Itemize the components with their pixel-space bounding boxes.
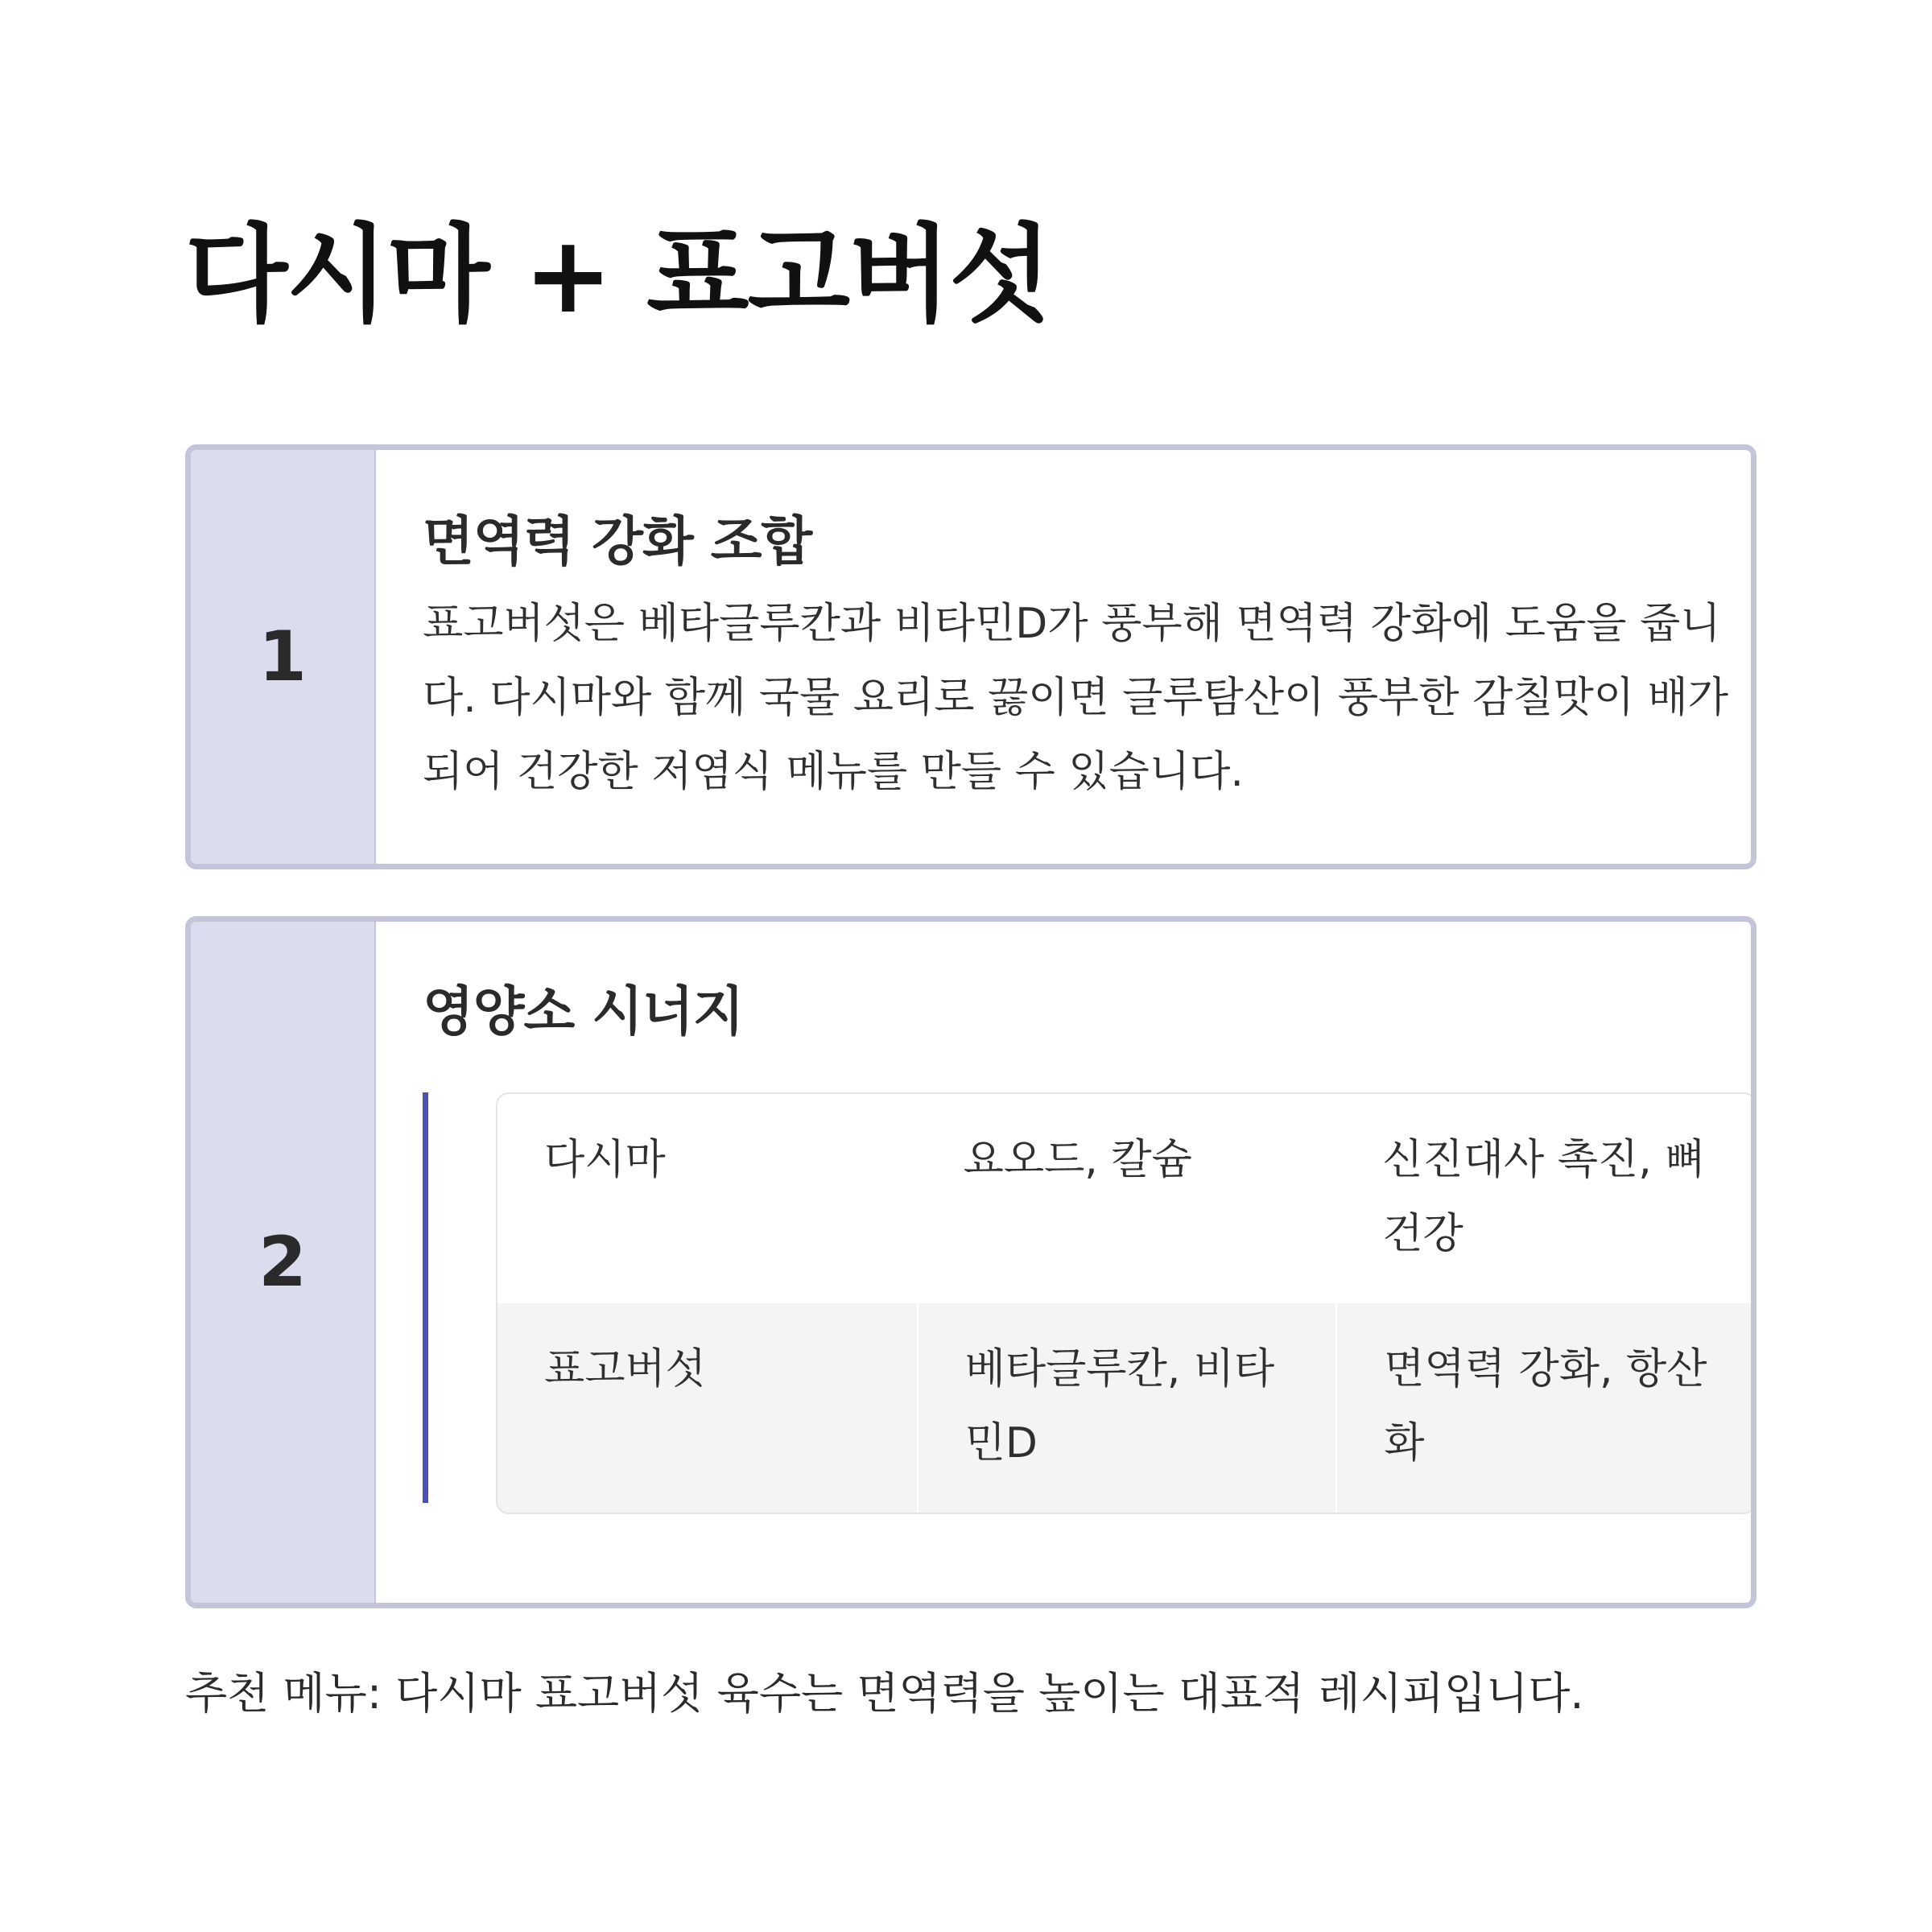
card-heading: 영양소 시너지	[423, 980, 744, 1042]
footer-note: 추천 메뉴: 다시마 표고버섯 육수는 면역력을 높이는 대표적 레시피입니다.	[185, 1668, 1584, 1719]
blockquote	[423, 1092, 1751, 1503]
table-cell: 면역력 강화, 항산화	[1335, 1303, 1755, 1513]
card-number: 1	[258, 617, 307, 697]
card-number-column	[191, 450, 376, 864]
table-cell: 다시마	[497, 1094, 917, 1303]
table-cell: 요오드, 칼슘	[917, 1094, 1336, 1303]
table-cell: 베타글루칸, 비타민D	[917, 1303, 1336, 1513]
table-cell: 표고버섯	[497, 1303, 917, 1513]
card-immune-combo	[185, 444, 1757, 869]
card-content	[376, 450, 1751, 864]
card-number-column	[191, 922, 376, 1603]
card-heading: 면역력 강화 조합	[423, 510, 812, 572]
card-nutrient-synergy	[185, 916, 1757, 1608]
table-row	[497, 1303, 1755, 1513]
page-title: 다시마 + 표고버섯	[185, 213, 1051, 337]
table-row	[497, 1094, 1755, 1303]
card-content	[376, 922, 1751, 1603]
card-number: 2	[258, 1222, 307, 1302]
nutrient-table	[496, 1092, 1757, 1514]
card-body-text: 표고버섯은 베타글루칸과 비타민D가 풍부해 면역력 강화에 도움을 줍니다. 다시마와 함께 국물 요리로 끓이면 글루탐산이 풍부한 감칠맛이 배가 되어 건강한 저염식 메뉴를 만들 수 있습니다.	[423, 600, 1729, 796]
table-cell: 신진대사 촉진, 뼈 건강	[1335, 1094, 1755, 1303]
